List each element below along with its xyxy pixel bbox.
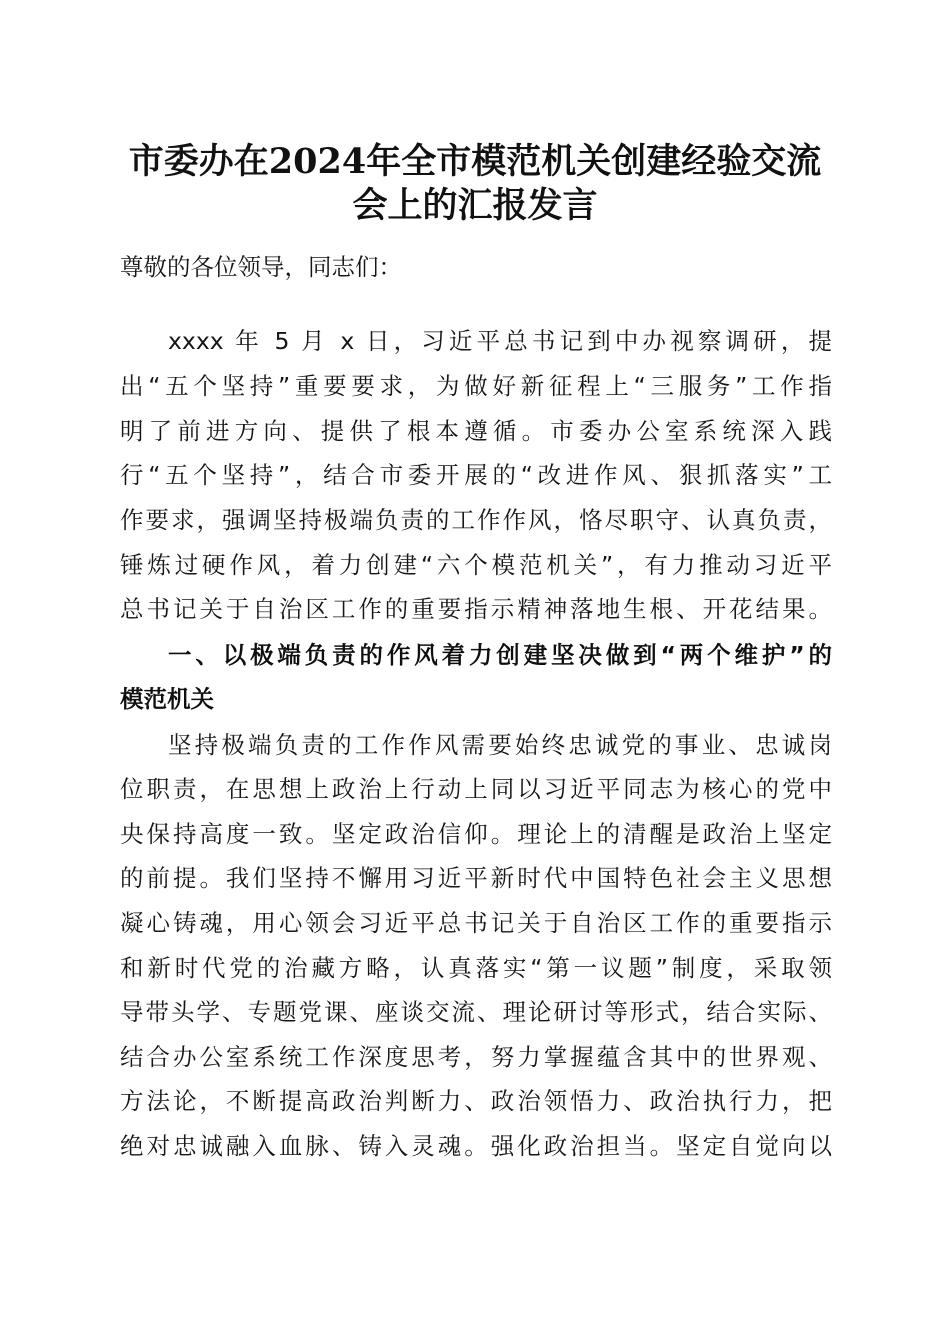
body-line: 的前提。我们坚持不懈用习近平新时代中国特色社会主义思想	[120, 864, 832, 892]
body-line: 和新时代党的治藏方略，认真落实“第一议题”制度，采取领	[120, 954, 832, 982]
intro-line: 明了前进方向、提供了根本遵循。市委办公室系统深入践	[120, 417, 832, 445]
body-line: 方法论，不断提高政治判断力、政治领悟力、政治执行力，把	[120, 1087, 832, 1115]
section-heading-line: 一、以极端负责的作风着力创建坚决做到“两个维护”的	[168, 641, 832, 669]
salutation: 尊敬的各位领导，同志们：	[120, 253, 402, 281]
intro-line: xxxx 年 5 月 x 日，习近平总书记到中办视察调研，提	[168, 327, 832, 355]
intro-line: 作要求，强调坚持极端负责的工作作风，恪尽职守、认真负责，	[120, 506, 832, 534]
intro-line: 行“五个坚持”，结合市委开展的“改进作风、狠抓落实”工	[120, 461, 832, 489]
body-line: 绝对忠诚融入血脉、铸入灵魂。强化政治担当。坚定自觉向以	[120, 1132, 832, 1160]
body-line: 导带头学、专题党课、座谈交流、理论研讨等形式，结合实际、	[120, 998, 832, 1026]
body-line: 坚持极端负责的工作作风需要始终忠诚党的事业、忠诚岗	[168, 731, 832, 759]
body-line: 位职责，在思想上政治上行动上同以习近平同志为核心的党中	[120, 775, 832, 803]
intro-line: 总书记关于自治区工作的重要指示精神落地生根、开花结果。	[120, 595, 832, 623]
intro-line: 出“五个坚持”重要要求，为做好新征程上“三服务”工作指	[120, 372, 832, 400]
body-line: 央保持高度一致。坚定政治信仰。理论上的清醒是政治上坚定	[120, 820, 832, 848]
section-heading-line: 模范机关	[120, 685, 214, 713]
intro-line: 锤炼过硬作风，着力创建“六个模范机关”，有力推动习近平	[120, 551, 832, 579]
body-line: 凝心铸魂，用心领会习近平总书记关于自治区工作的重要指示	[120, 909, 832, 937]
document-title-line-1: 市委办在2024年全市模范机关创建经验交流	[128, 141, 822, 182]
body-line: 结合办公室系统工作深度思考，努力掌握蕴含其中的世界观、	[120, 1043, 832, 1071]
document-title-line-2: 会上的汇报发言	[352, 185, 598, 226]
